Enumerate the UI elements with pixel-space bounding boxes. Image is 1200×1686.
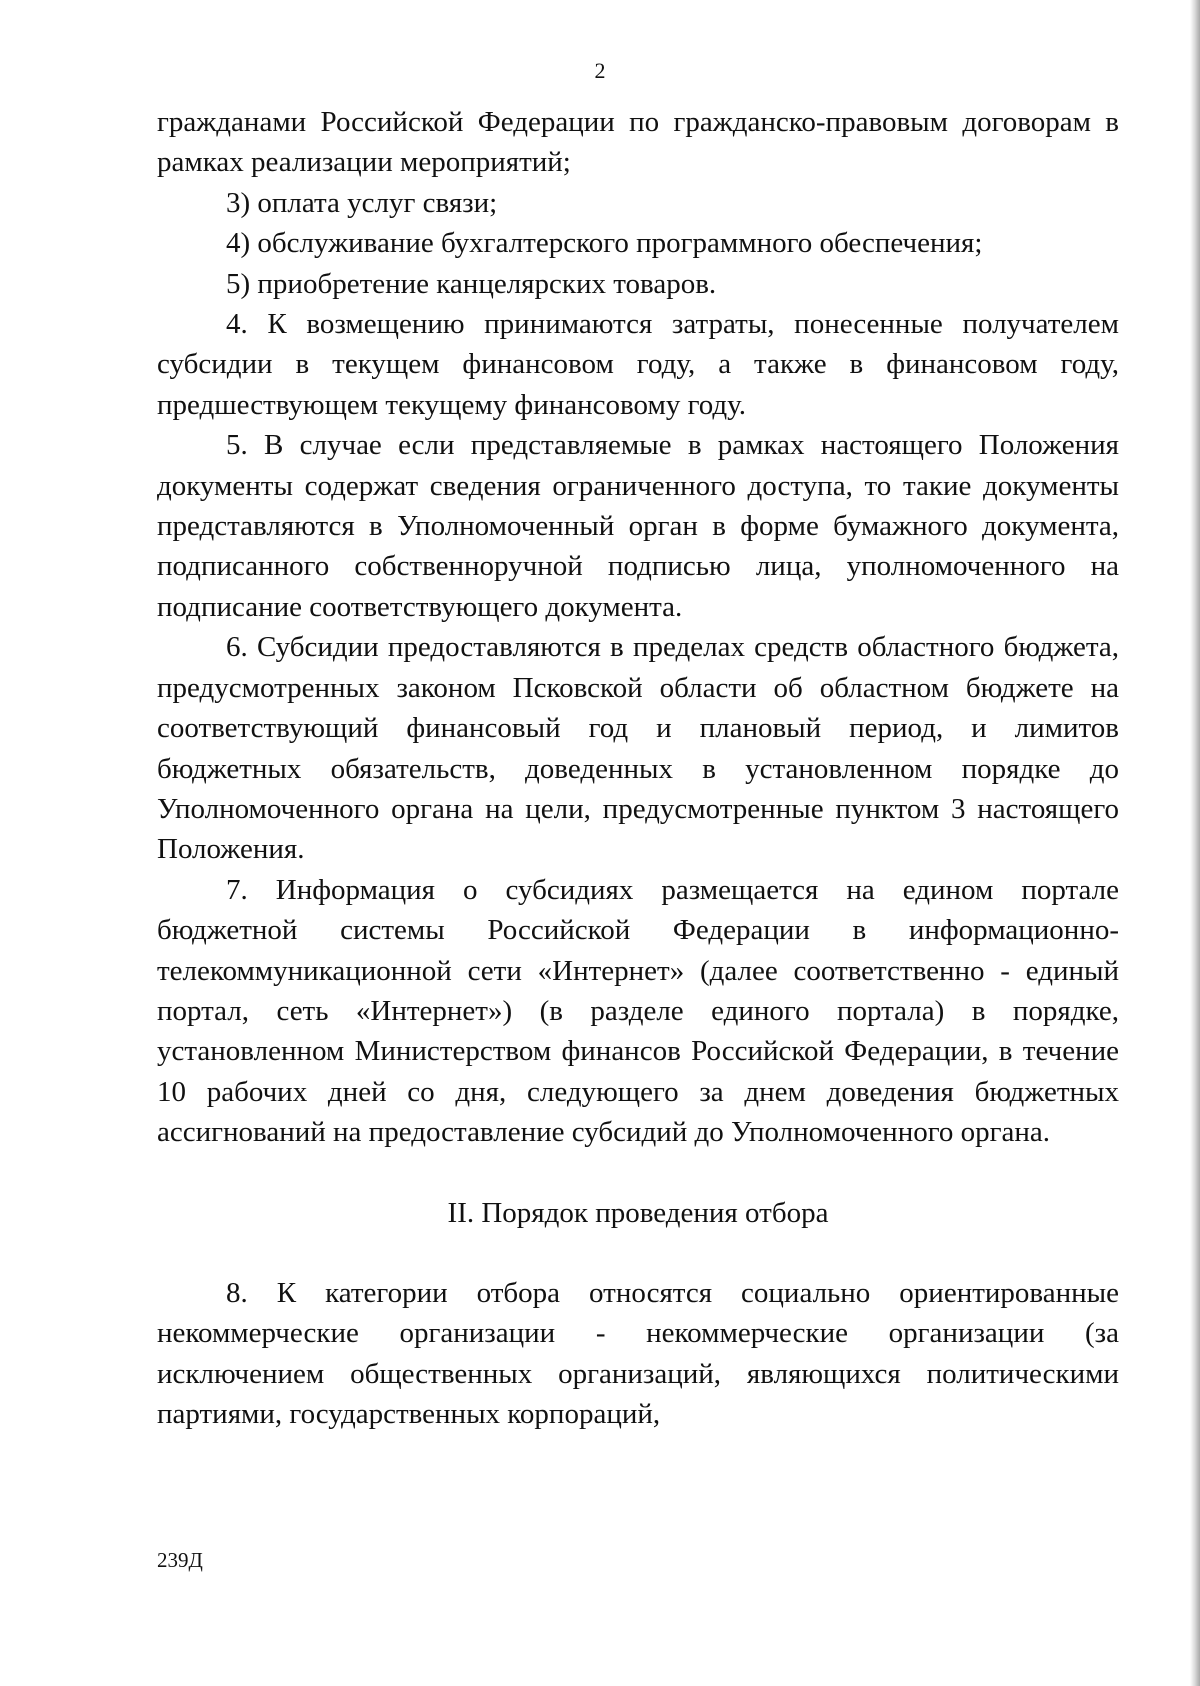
document-body	[157, 102, 1119, 1435]
paragraph-4: 4. К возмещению принимаются затраты, понесенные получателем субсидии в текущем финансовом году, а также в финансовом году, предшествующем текущему финансовому году.	[157, 308, 1119, 421]
list-item-5: 5) приобретение канцелярских товаров.	[226, 267, 717, 300]
paragraph-5: 5. В случае если представляемые в рамках настоящего Положения документы содержат сведения ограниченного доступа, то такие документы представляются в Уполномоченный орган в форме бумажного документа, подписанного собственноручной подписью лица, уполномоченного на подписание соответствующего документа.	[157, 429, 1119, 623]
paragraph-8: 8. К категории отбора относятся социально ориентированные некоммерческие организации - некоммерческие организации (за исключением общественных организаций, являющихся политическими партиями, государственных корпораций,	[157, 1276, 1119, 1431]
scan-edge	[1190, 0, 1200, 1686]
page-number: 2	[594, 58, 606, 83]
list-item-3: 3) оплата услуг связи;	[226, 186, 498, 219]
paragraph-continuation: гражданами Российской Федерации по гражданско-правовым договорам в рамках реализации мероприятий;	[157, 106, 1119, 179]
document-code: 239Д	[157, 1548, 203, 1572]
paragraph-7: 7. Информация о субсидиях размещается на едином портале бюджетной системы Российской Федерации в информационно-телекоммуникационной сети «Интернет» (далее соответственно - единый портал, сеть «Интернет») (в разделе единого портала) в порядке, установленном Министерством финансов Российской Федерации, в течение 10 рабочих дней со дня, следующего за днем доведения бюджетных ассигнований на предоставление субсидий до Уполномоченного органа.	[157, 873, 1119, 1149]
paragraph-6: 6. Субсидии предоставляются в пределах средств областного бюджета, предусмотренных законом Псковской области об областном бюджете на соответствующий финансовый год и плановый период, и лимитов бюджетных обязательств, доведенных в установленном порядке до Уполномоченного органа на цели, предусмотренные пунктом 3 настоящего Положения.	[157, 631, 1119, 866]
list-item-4: 4) обслуживание бухгалтерского программного обеспечения;	[226, 227, 983, 260]
section-heading: II. Порядок проведения отбора	[447, 1196, 829, 1229]
